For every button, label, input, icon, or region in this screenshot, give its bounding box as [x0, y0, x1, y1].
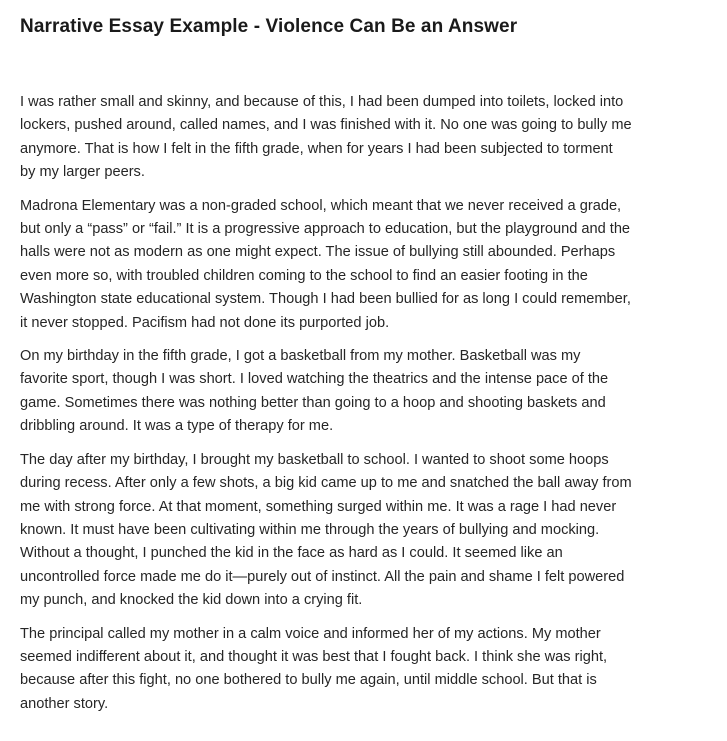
paragraph-line: Madrona Elementary was a non-graded school, which meant that we never received a grade,	[20, 197, 622, 214]
paragraph-line: Without a thought, I punched the kid in the face as hard as I could. It seemed like an	[20, 545, 563, 562]
paragraph-4	[20, 449, 720, 613]
paragraph-line: dribbling around. It was a type of therapy for me.	[20, 418, 334, 435]
paragraph-line: another story.	[20, 695, 109, 712]
paragraph-line: during recess. After only a few shots, a big kid came up to me and snatched the ball away from	[20, 475, 632, 492]
paragraph-5	[20, 623, 720, 717]
paragraph-1	[20, 91, 720, 185]
paragraph-line: it never stopped. Pacifism had not done its purported job.	[20, 314, 390, 331]
paragraph-line: seemed indifferent about it, and thought it was best that I fought back. I think she was right,	[20, 648, 608, 665]
paragraph-line: Washington state educational system. Though I had been bullied for as long I could remember,	[20, 291, 631, 308]
paragraph-line: by my larger peers.	[20, 164, 145, 181]
paragraph-line: me with strong force. At that moment, something surged within me. It was a rage I had never	[20, 498, 617, 515]
paragraph-line: uncontrolled force made me do it—purely out of instinct. All the pain and shame I felt powered	[20, 568, 625, 585]
paragraph-line: but only a “pass” or “fail.” It is a progressive approach to education, but the playground and the	[20, 221, 631, 238]
essay-body	[20, 91, 720, 726]
paragraph-line: because after this fight, no one bothered to bully me again, until middle school. But that is	[20, 672, 597, 689]
paragraph-line: favorite sport, though I was short. I loved watching the theatrics and the intense pace of the	[20, 371, 609, 388]
paragraph-line: even more so, with troubled children coming to the school to find an easier footing in the	[20, 267, 588, 284]
essay-title: Narrative Essay Example - Violence Can Be an Answer	[20, 16, 518, 37]
paragraph-line: The day after my birthday, I brought my basketball to school. I wanted to shoot some hoops	[20, 451, 609, 468]
paragraph-line: my punch, and knocked the kid down into a crying fit.	[20, 592, 363, 609]
paragraph-line: lockers, pushed around, called names, and I was finished with it. No one was going to bully me	[20, 117, 632, 134]
paragraph-line: The principal called my mother in a calm voice and informed her of my actions. My mother	[20, 625, 601, 642]
paragraph-2	[20, 195, 720, 335]
paragraph-line: game. Sometimes there was nothing better than going to a hoop and shooting baskets and	[20, 394, 606, 411]
paragraph-3	[20, 345, 720, 439]
paragraph-line: I was rather small and skinny, and because of this, I had been dumped into toilets, locked into	[20, 94, 624, 110]
paragraph-line: On my birthday in the fifth grade, I got a basketball from my mother. Basketball was my	[20, 348, 581, 365]
paragraph-line: known. It must have been cultivating within me through the years of bullying and mocking.	[20, 521, 600, 538]
paragraph-line: anymore. That is how I felt in the fifth grade, when for years I had been subjected to torment	[20, 140, 613, 157]
paragraph-line: halls were not as modern as one might expect. The issue of bullying still abounded. Perhaps	[20, 244, 616, 261]
